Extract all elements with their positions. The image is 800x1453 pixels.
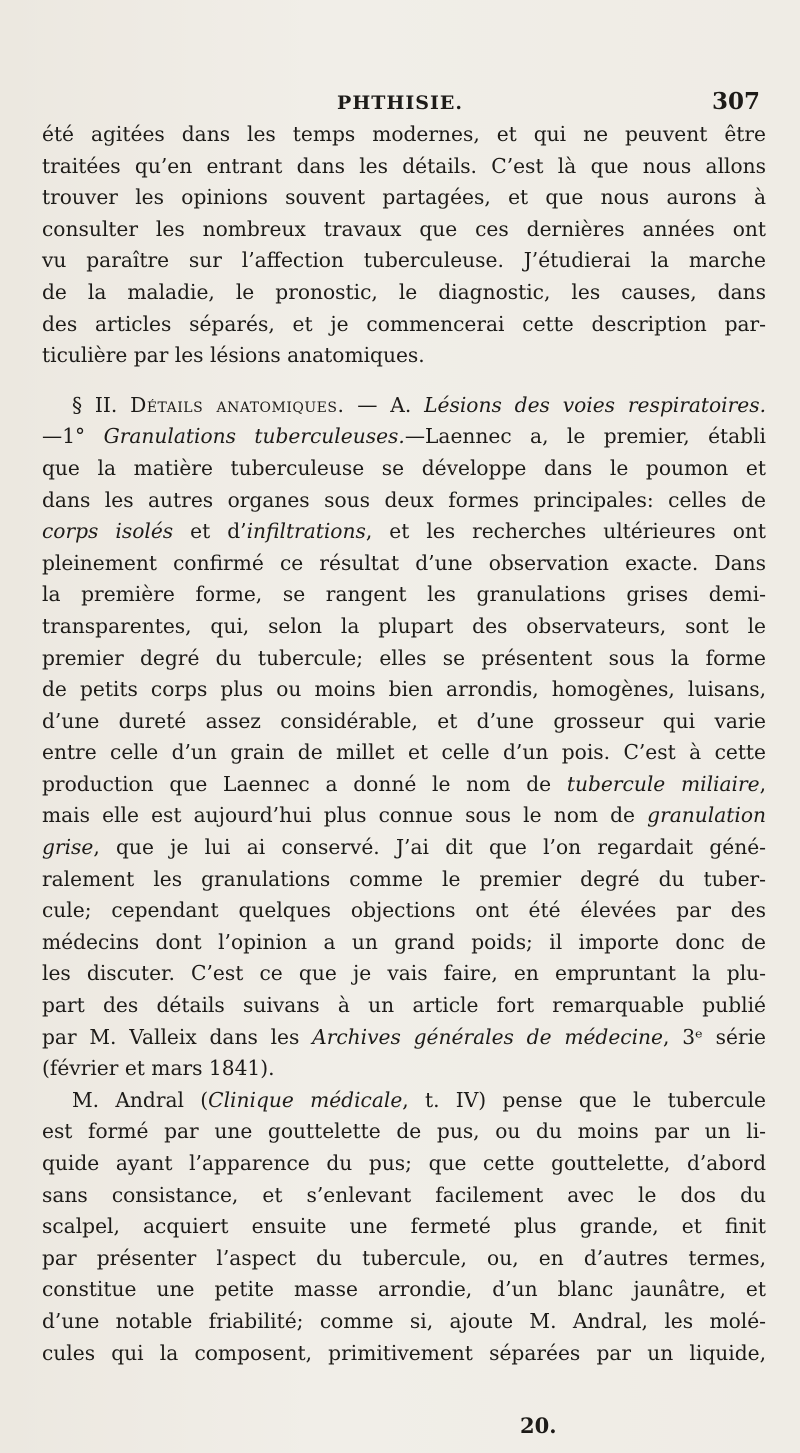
text-span: par M. Valleix dans les: [42, 1024, 313, 1049]
text-span: mais elle est aujourd’hui plus connue sous le nom de: [42, 803, 648, 828]
text-line: cules qui la composent, primitivement séparées par un liquide,: [42, 1340, 766, 1365]
text-line: [42, 421, 766, 453]
text-span: , 3ᵉ série: [663, 1024, 766, 1049]
text-line: sans consistance, et s’enlevant facilement avec le dos du: [42, 1182, 766, 1207]
text-line: médecins dont l’opinion a un grand poids; il importe donc de: [42, 929, 766, 954]
text-span: , et les recherches ultérieures ont: [365, 519, 767, 544]
section-heading: [42, 390, 766, 422]
text-line: [42, 516, 766, 548]
text-line: transparentes, qui, selon la plupart des observateurs, sont le: [42, 613, 766, 638]
text-line: ralement les granulations comme le premier degré du tuber-: [42, 866, 766, 891]
running-head: PHTHISIE.: [337, 92, 463, 114]
text-line: scalpel, acquiert ensuite une fermeté plus grande, et finit: [42, 1214, 766, 1239]
text-line: vu paraître sur l’affection tuberculeuse. J’étudierai la marche: [42, 248, 766, 273]
page-header: [0, 88, 800, 122]
text-line: d’une dureté assez considérable, et d’une grosseur qui varie: [42, 708, 766, 733]
text-line: premier degré du tubercule; elles se présentent sous la forme: [42, 645, 766, 670]
subsection-number: —1°: [42, 424, 86, 449]
text-line: de petits corps plus ou moins bien arrondis, homogènes, luisans,: [42, 677, 766, 702]
subsection-letter: — A.: [344, 392, 412, 417]
text-line: [42, 1022, 766, 1054]
italic-term: tubercule miliaire: [566, 771, 760, 796]
text-line: cule; cependant quelques objections ont été élevées par des: [42, 898, 766, 923]
paragraph-1: [42, 119, 766, 372]
text-line: de la maladie, le pronostic, le diagnostic, les causes, dans: [42, 279, 766, 304]
text-span: M. Andral (: [72, 1087, 209, 1112]
text-line: entre celle d’un grain de millet et celle d’un pois. C’est à cette: [42, 740, 766, 765]
text-line: [42, 1085, 766, 1117]
text-line: traitées qu’en entrant dans les détails. C’est là que nous allons: [42, 153, 766, 178]
subsection-title: Lésions des voies respiratoires.: [424, 392, 767, 417]
text-line: est formé par une gouttelette de pus, ou du moins par un li-: [42, 1119, 766, 1144]
text-span: , que je lui ai conservé. J’ai dit que l’on regardait géné-: [93, 835, 766, 860]
text-line: dans les autres organes sous deux formes principales: celles de: [42, 487, 766, 512]
text-line: pleinement confirmé ce résultat d’une observation exacte. Dans: [42, 550, 766, 575]
italic-term: corps isolés: [42, 519, 174, 544]
section-sign: § II.: [72, 392, 118, 417]
italic-title: Clinique médicale: [208, 1087, 403, 1112]
signature-mark: 20.: [520, 1413, 557, 1438]
italic-term: granulation: [647, 803, 766, 828]
text-line: consulter les nombreux travaux que ces dernières années ont: [42, 216, 766, 241]
text-line: la première forme, se rangent les granulations grises demi-: [42, 582, 766, 607]
text-line: les discuter. C’est ce que je vais faire, en empruntant la plu-: [42, 961, 766, 986]
text-line: [42, 769, 766, 801]
text-span: et d’: [173, 519, 247, 544]
text-line: (février et mars 1841).: [42, 1056, 275, 1081]
page-number: 307: [711, 88, 760, 115]
text-span: production que Laennec a donné le nom de: [42, 771, 567, 796]
page-body: [42, 119, 766, 1369]
text-line: part des détails suivans à un article fort remarquable publié: [42, 993, 766, 1018]
section-2: [42, 390, 766, 1085]
italic-term: infiltrations: [246, 519, 366, 544]
text-line: par présenter l’aspect du tubercule, ou, en d’autres termes,: [42, 1245, 766, 1270]
text-line: trouver les opinions souvent partagées, et que nous aurons à: [42, 185, 766, 210]
text-line: [42, 832, 766, 864]
text-line: quide ayant l’apparence du pus; que cette gouttelette, d’abord: [42, 1151, 766, 1175]
text-line: d’une notable friabilité; comme si, ajoute M. Andral, les molé-: [42, 1308, 766, 1333]
paragraph-3: [42, 1085, 766, 1369]
italic-term: grise: [42, 835, 94, 860]
text-line: constitue une petite masse arrondie, d’un blanc jaunâtre, et: [42, 1277, 766, 1302]
section-title: Détails anatomiques.: [130, 392, 345, 417]
text-span: —Laennec a, le premier, établi: [404, 424, 767, 449]
text-line: été agitées dans les temps modernes, et qui ne peuvent être: [42, 122, 766, 146]
text-span: ,: [759, 771, 766, 796]
italic-title: Archives générales de médecine: [312, 1024, 663, 1049]
subsection-subtitle: Granulations tuberculeuses.: [103, 424, 405, 449]
text-span: , t. IV) pense que le tubercule: [402, 1087, 766, 1112]
text-line: ticulière par les lésions anatomiques.: [42, 343, 425, 368]
text-line: [42, 800, 766, 832]
text-line: des articles séparés, et je commencerai cette description par-: [42, 311, 766, 336]
text-line: que la matière tuberculeuse se développe dans le poumon et: [42, 455, 766, 480]
